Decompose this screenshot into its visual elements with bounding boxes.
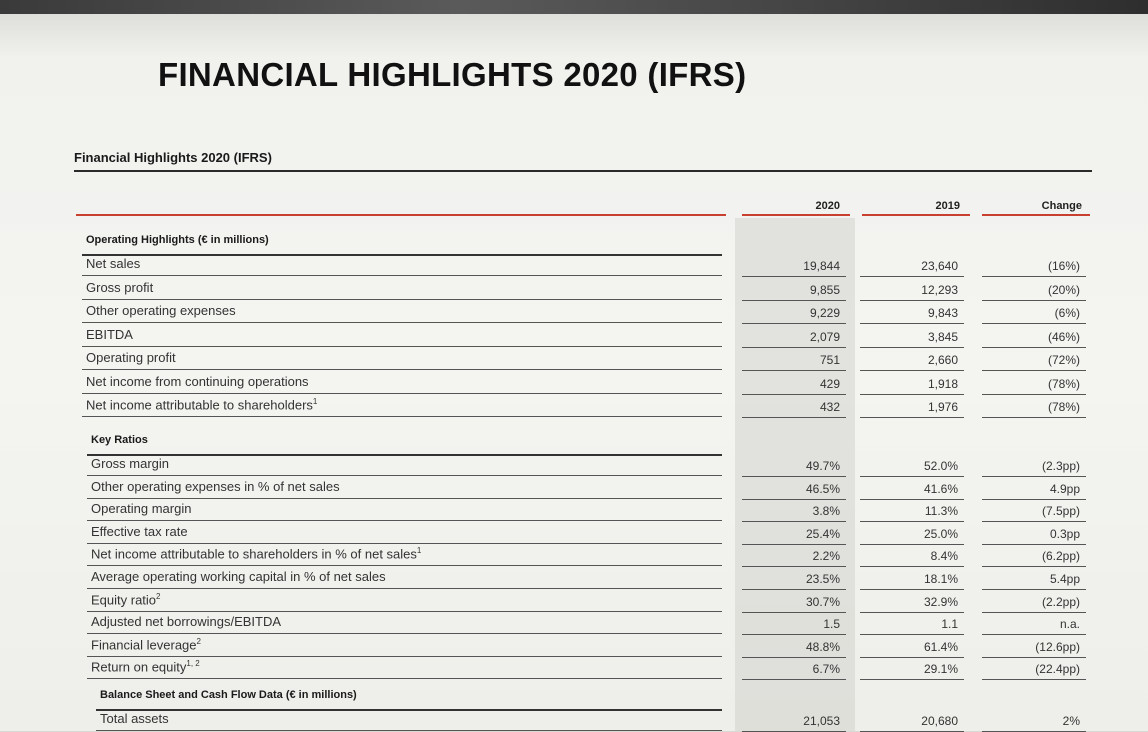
cell-rule: [982, 476, 1086, 477]
row-rule: [82, 322, 722, 323]
row-rule: [82, 393, 722, 394]
cell-rule: [982, 566, 1086, 567]
row-label: Net sales: [86, 256, 141, 271]
row-label: Equity ratio$^2$: [91, 591, 161, 607]
row-label: Other operating expenses in % of net sales: [91, 478, 340, 494]
row-rule: [87, 498, 722, 499]
cell-2019: 11.3%: [924, 504, 958, 519]
cell-rule: [982, 657, 1086, 658]
cell-2019: 2,660: [927, 353, 958, 367]
row-label: Gross profit: [86, 279, 154, 295]
cell-rule: [742, 589, 846, 590]
cell-change: (16%): [1047, 259, 1080, 273]
cell-2020: 2.2%: [812, 549, 840, 564]
cell-2019: 1,918: [927, 376, 958, 391]
row-rule: [87, 475, 722, 476]
cell-rule: [860, 679, 964, 680]
row-rule: [87, 633, 722, 634]
cell-change: (2.3pp): [1041, 459, 1080, 473]
column-header-2019: 2019: [935, 200, 960, 212]
section-rule: [96, 709, 722, 711]
cell-change: (22.4pp): [1035, 662, 1080, 677]
cell-2019: 52.0%: [923, 459, 958, 473]
row-label: Operating margin: [91, 501, 192, 517]
row-rule: [82, 369, 722, 370]
cell-rule: [860, 499, 964, 500]
row-rule: [87, 588, 722, 589]
cell-change: 2%: [1062, 714, 1080, 728]
row-rule: [87, 678, 722, 679]
row-label: EBITDA: [86, 326, 133, 342]
cell-2019: 29.1%: [923, 662, 958, 677]
cell-rule: [860, 612, 964, 613]
row-label: Effective tax rate: [91, 523, 188, 539]
cell-2020: 9,855: [809, 282, 840, 297]
row-label: Other operating expenses: [86, 303, 236, 318]
cell-rule: [860, 323, 964, 324]
cell-2019: 25.0%: [923, 526, 958, 541]
cell-change: 0.3pp: [1049, 526, 1080, 541]
cell-rule: [860, 544, 964, 545]
cell-rule: [742, 394, 846, 395]
row-label: Average operating working capital in % of net sales: [91, 569, 386, 584]
cell-change: (78%): [1047, 400, 1080, 414]
section-title: Balance Sheet and Cash Flow Data (€ in millions): [100, 689, 357, 701]
cell-change: (72%): [1047, 353, 1080, 367]
section-title: Operating Highlights (€ in millions): [86, 234, 269, 246]
cell-2019: 12,293: [921, 282, 958, 297]
cell-rule: [982, 544, 1086, 545]
cell-rule: [982, 417, 1086, 418]
cell-2020: 9,229: [809, 306, 840, 320]
row-label: Financial leverage$^2$: [91, 636, 201, 653]
cell-2019: 41.6%: [923, 481, 958, 496]
cell-rule: [742, 521, 846, 522]
cell-rule: [860, 566, 964, 567]
table-title-rule: [74, 170, 1092, 172]
cell-change: (2.2pp): [1041, 594, 1080, 609]
cell-rule: [742, 476, 846, 477]
cell-rule: [982, 499, 1086, 500]
column-header-change: Change: [1041, 200, 1082, 212]
cell-change: (6%): [1054, 306, 1080, 320]
cell-rule: [982, 347, 1086, 348]
cell-2019: 1,976: [927, 400, 958, 414]
row-label: Total assets: [100, 711, 169, 726]
cell-change: 5.4pp: [1049, 572, 1080, 586]
cell-rule: [860, 347, 964, 348]
cell-rule: [742, 499, 846, 500]
cell-2019: 32.9%: [923, 594, 958, 609]
cell-2020: 2,079: [809, 329, 840, 344]
cell-change: n.a.: [1059, 617, 1080, 632]
cell-2019: 23,640: [921, 259, 958, 273]
cell-rule: [742, 276, 846, 277]
section-rule: [87, 454, 722, 456]
row-label: Net income attributable to shareholders$^1$: [86, 397, 318, 413]
cell-rule: [742, 612, 846, 613]
cell-rule: [982, 612, 1086, 613]
cell-rule: [860, 370, 964, 371]
cell-2020: 46.5%: [805, 481, 840, 496]
row-rule: [87, 656, 722, 657]
cell-rule: [742, 544, 846, 545]
cell-change: (46%): [1047, 329, 1080, 344]
cell-2020: 25.4%: [805, 526, 840, 541]
row-rule: [87, 565, 722, 566]
monitor-bezel: [0, 0, 1148, 14]
cell-rule: [742, 417, 846, 418]
cell-rule: [860, 417, 964, 418]
cell-rule: [860, 476, 964, 477]
row-label: Operating profit: [86, 350, 176, 365]
cell-rule: [982, 521, 1086, 522]
page-title: FINANCIAL HIGHLIGHTS 2020 (IFRS): [158, 56, 747, 93]
cell-2020: 1.5: [823, 617, 840, 632]
column-header-2020: 2020: [815, 200, 840, 212]
row-rule: [87, 543, 722, 544]
cell-2020: 23.5%: [805, 572, 840, 586]
cell-rule: [742, 679, 846, 680]
cell-2020: 30.7%: [805, 594, 840, 609]
cell-change: (6.2pp): [1041, 549, 1080, 564]
row-rule: [87, 611, 722, 612]
row-label: Adjusted net borrowings/EBITDA: [91, 614, 282, 630]
header-accent-rule: [742, 214, 850, 216]
cell-change: (20%): [1047, 282, 1080, 297]
cell-rule: [982, 300, 1086, 301]
row-rule: [87, 520, 722, 521]
cell-rule: [982, 589, 1086, 590]
cell-2020: 19,844: [803, 259, 840, 273]
cell-change: 4.9pp: [1049, 481, 1080, 496]
cell-rule: [982, 634, 1086, 635]
cell-change: (78%): [1047, 376, 1080, 391]
table-title: Financial Highlights 2020 (IFRS): [74, 150, 272, 165]
cell-rule: [982, 394, 1086, 395]
cell-rule: [860, 394, 964, 395]
section-title: Key Ratios: [91, 434, 148, 446]
cell-rule: [860, 276, 964, 277]
cell-2020: 3.8%: [812, 504, 840, 519]
cell-2020: 21,053: [803, 714, 840, 728]
cell-rule: [742, 566, 846, 567]
cell-2020: 6.7%: [812, 662, 840, 677]
row-label: Net income attributable to shareholders in % of net sales$^1$: [91, 546, 422, 562]
row-label: Gross margin: [91, 456, 170, 471]
section-rule: [82, 254, 722, 256]
cell-2019: 8.4%: [930, 549, 958, 564]
cell-change: (7.5pp): [1041, 504, 1080, 519]
cell-rule: [860, 589, 964, 590]
header-accent-rule: [862, 214, 970, 216]
header-accent-rule: [982, 214, 1090, 216]
cell-2019: 3,845: [927, 329, 958, 344]
cell-rule: [982, 679, 1086, 680]
cell-2019: 1.1: [941, 617, 958, 632]
cell-change: (12.6pp): [1035, 639, 1080, 654]
cell-rule: [860, 521, 964, 522]
cell-rule: [860, 657, 964, 658]
cell-rule: [982, 276, 1086, 277]
cell-rule: [742, 347, 846, 348]
row-rule: [82, 416, 722, 417]
cell-rule: [742, 300, 846, 301]
row-rule: [82, 275, 722, 276]
cell-rule: [860, 634, 964, 635]
row-rule: [82, 299, 722, 300]
row-label: Return on equity$^{1, 2}$: [91, 659, 200, 675]
cell-rule: [742, 370, 846, 371]
cell-2020: 432: [819, 400, 840, 414]
cell-rule: [742, 657, 846, 658]
cell-2019: 61.4%: [923, 639, 958, 654]
cell-2020: 751: [819, 353, 840, 367]
cell-2019: 20,680: [921, 714, 958, 728]
cell-rule: [982, 323, 1086, 324]
cell-rule: [742, 323, 846, 324]
cell-2020: 49.7%: [805, 459, 840, 473]
row-label: Net income from continuing operations: [86, 373, 309, 389]
header-accent-rule: [76, 214, 726, 216]
row-rule: [82, 346, 722, 347]
cell-2019: 9,843: [927, 306, 958, 320]
cell-rule: [742, 634, 846, 635]
cell-rule: [982, 370, 1086, 371]
cell-2020: 48.8%: [805, 639, 840, 654]
cell-2019: 18.1%: [923, 572, 958, 586]
cell-rule: [860, 300, 964, 301]
cell-2020: 429: [819, 376, 840, 391]
